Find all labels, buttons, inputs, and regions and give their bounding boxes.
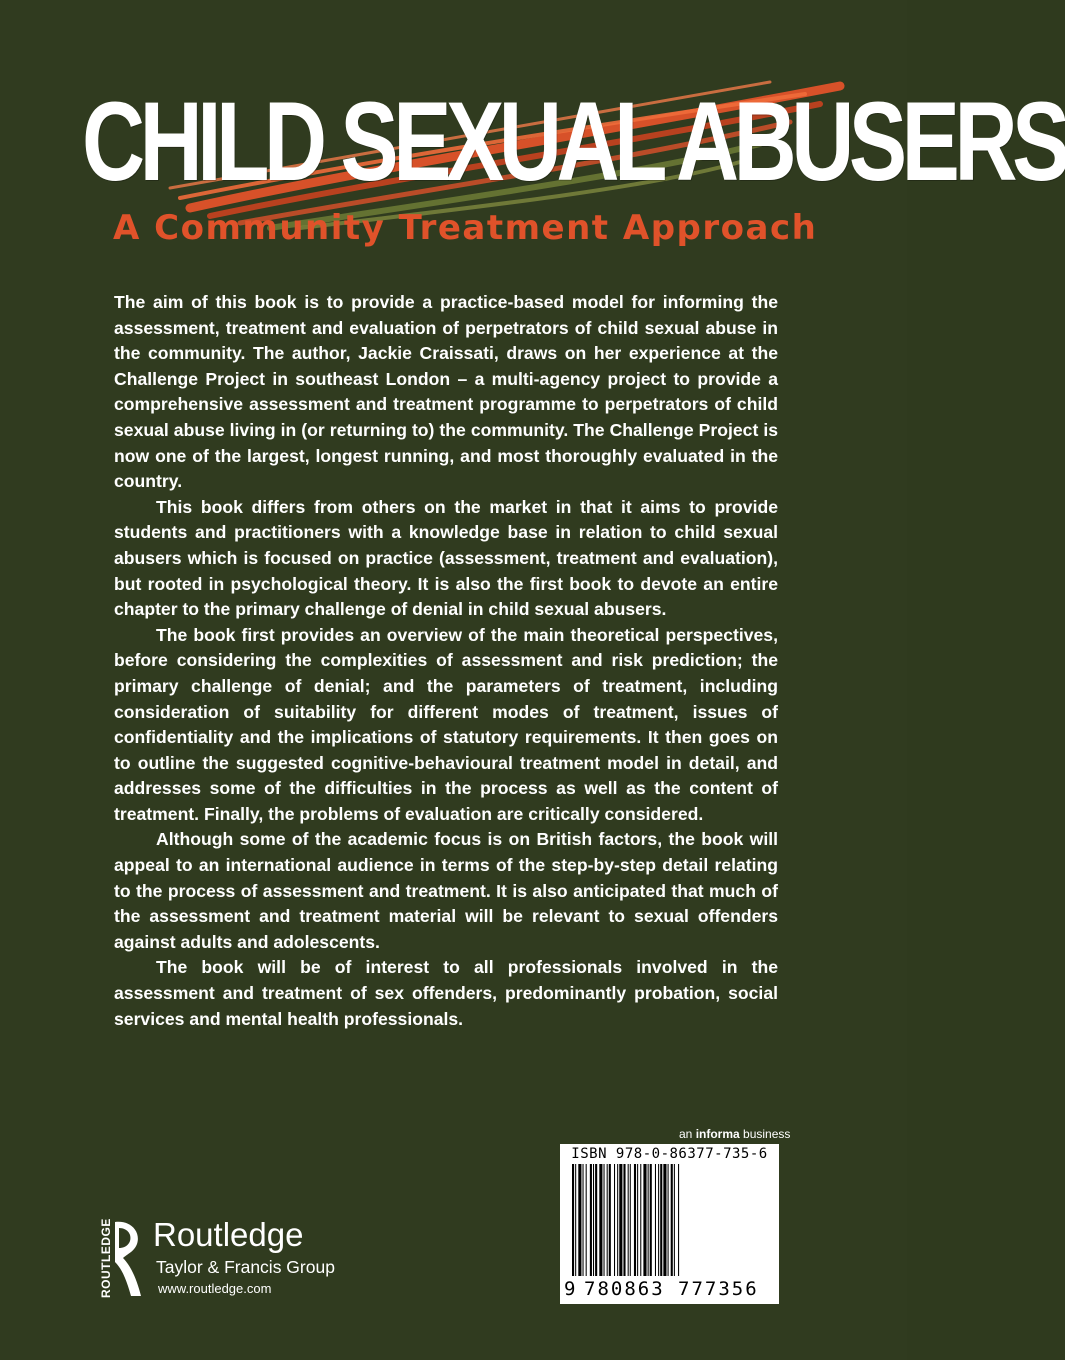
informa-prefix: an <box>679 1127 696 1141</box>
blurb-paragraph: The book will be of interest to all professionals involved in the assessment and treatment of sex offenders, predominantly probation, social services and mental health professionals. <box>114 957 778 1029</box>
blurb-paragraph: This book differs from others on the market in that it aims to provide students and practitioners with a knowledge base in relation to child sexual abusers which is focused on practice (assessment, treatment and evaluation), but rooted in psychological theory. It is also the first book to devote an entire chapter to the primary challenge of denial in child sexual abusers. <box>114 496 778 620</box>
informa-tagline <box>679 1127 790 1141</box>
informa-suffix: business <box>739 1127 791 1141</box>
blurb-paragraph: The aim of this book is to provide a practice-based model for informing the assessment, treatment and evaluation of perpetrators of child sexual abuse in the community. The author, Jackie Craissati, draws on her experience at the Challenge Project in southeast London – a multi-agency project to provide a comprehensive assessment and treatment programme to perpetrators of child sexual abuse living in (or returning to) the community. The Challenge Project is now one of the largest, longest running, and most thoroughly evaluated in the country. <box>114 292 778 492</box>
barcode-bars <box>570 1164 770 1276</box>
barcode-digit-group-1: 780863 <box>584 1278 665 1300</box>
informa-brand: informa <box>695 1127 740 1141</box>
back-cover-blurb <box>114 290 778 1032</box>
book-subtitle: A Community Treatment Approach <box>113 208 818 248</box>
barcode-digit-group-2: 777356 <box>678 1278 759 1300</box>
routledge-logo-icon <box>97 1218 143 1298</box>
isbn-label: ISBN 978-0-86377-735-6 <box>571 1146 768 1162</box>
publisher-group: Taylor & Francis Group <box>156 1257 335 1277</box>
isbn-barcode <box>560 1144 779 1304</box>
logo-vertical-text: ROUTLEDGE <box>99 1218 113 1298</box>
blurb-paragraph: Although some of the academic focus is on British factors, the book will appeal to an international audience in terms of the step-by-step detail relating to the process of assessment and treatment. It is also anticipated that much of the assessment and treatment material will be relevant to sexual offenders against adults and adolescents. <box>114 829 778 952</box>
blurb-paragraph: The book first provides an overview of the main theoretical perspectives, before considering the complexities of assessment and risk prediction; the primary challenge of denial; and the parameters of treatment, including consideration of suitability for different modes of treatment, issues of confidentiality and the implications of statutory requirements. It then goes on to outline the suggested cognitive-behavioural treatment model in detail, and addresses some of the difficulties in the process as well as the content of treatment. Finally, the problems of evaluation are critically considered. <box>114 624 778 824</box>
publisher-name: Routledge <box>153 1216 304 1253</box>
barcode-digit-first: 9 <box>564 1278 576 1300</box>
book-title: CHILD SEXUAL ABUSERS <box>82 79 1065 204</box>
publisher-url: www.routledge.com <box>158 1281 272 1296</box>
